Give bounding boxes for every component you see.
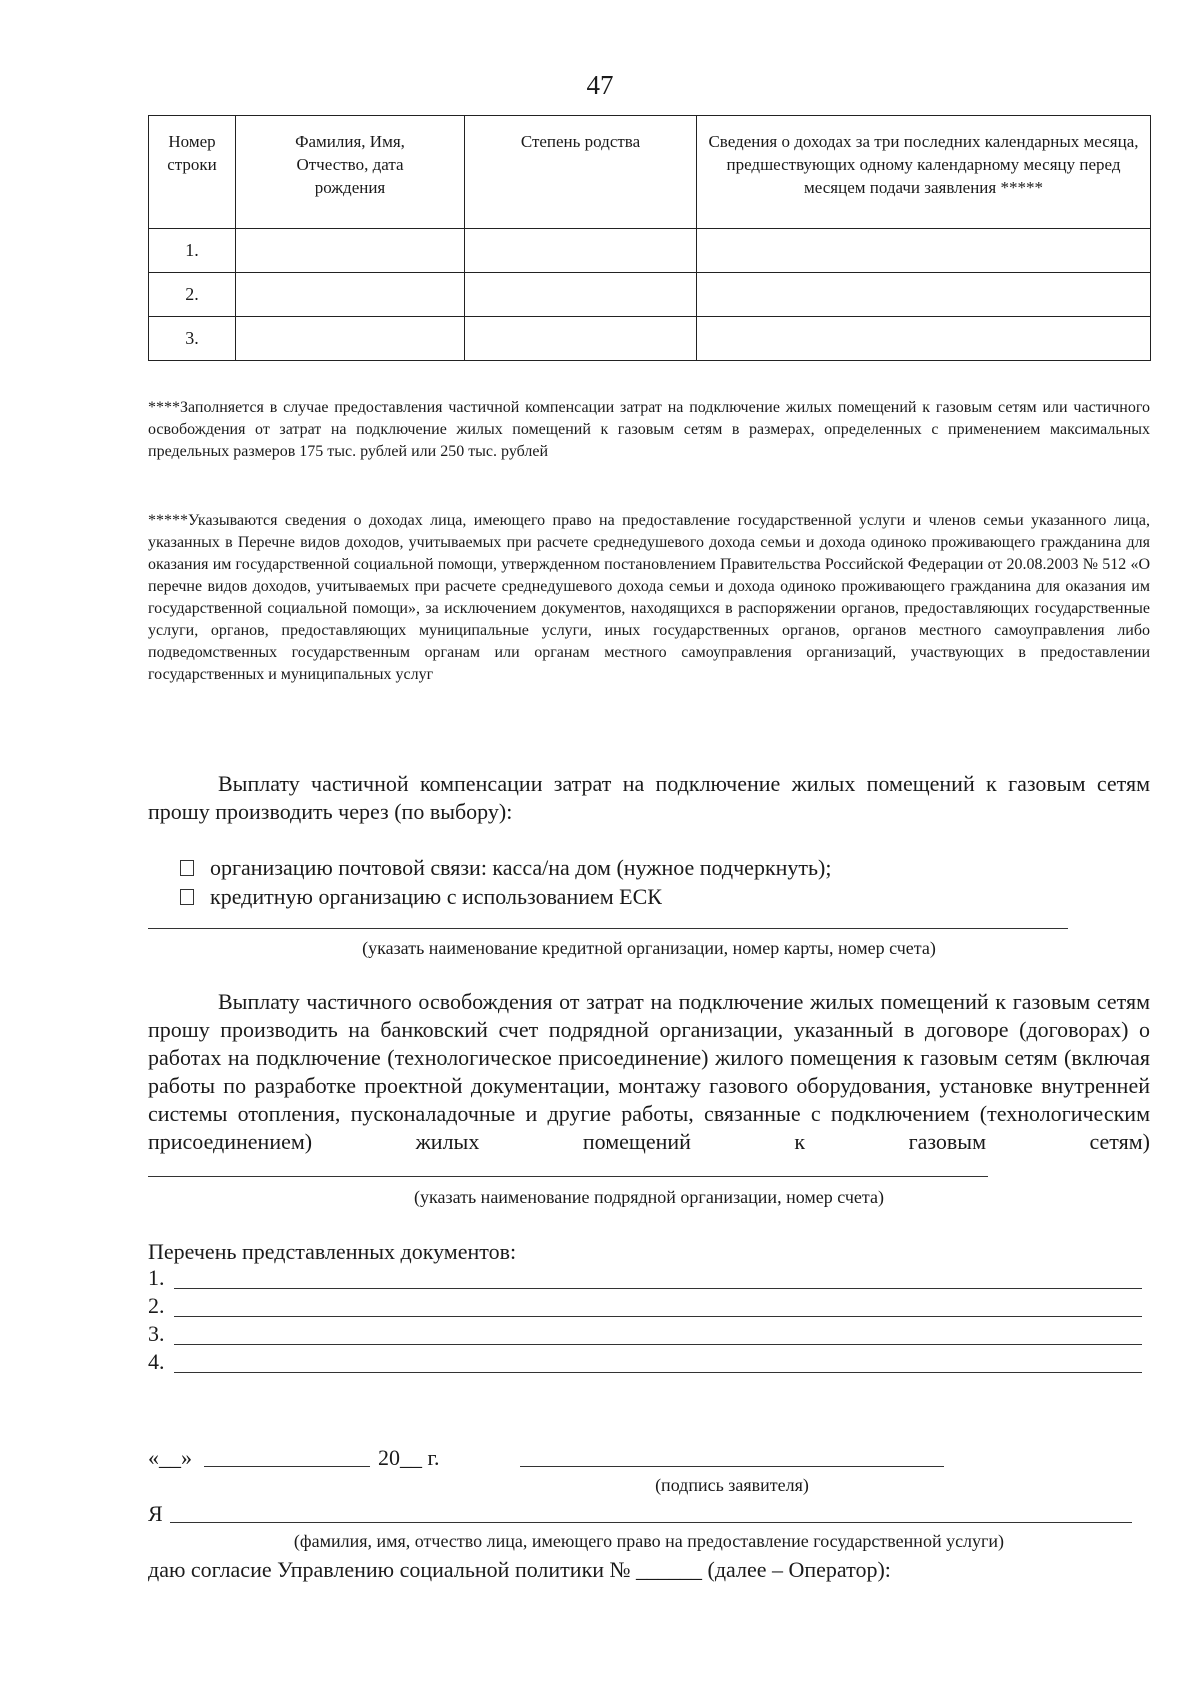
cell-full-name[interactable] xyxy=(236,229,465,273)
header-row-number: Номер строки xyxy=(149,116,236,229)
checkbox-post[interactable] xyxy=(180,860,194,876)
document-line-4[interactable] xyxy=(174,1372,1142,1373)
signature-caption: (подпись заявителя) xyxy=(655,1475,809,1495)
date-year: 20__ г. xyxy=(378,1445,440,1470)
checkbox-bank[interactable] xyxy=(180,889,194,905)
table-row xyxy=(149,317,1151,361)
table-header-row xyxy=(149,116,1151,229)
row-number: 1. xyxy=(149,229,236,273)
cell-full-name[interactable] xyxy=(236,273,465,317)
date-day: «__» xyxy=(148,1445,192,1470)
option-bank-label: кредитную организацию с использованием ЕСК xyxy=(210,884,662,909)
row-number: 3. xyxy=(149,317,236,361)
consent-name-line[interactable] xyxy=(170,1522,1132,1523)
table-row xyxy=(149,273,1151,317)
document-line-2[interactable] xyxy=(174,1316,1142,1317)
consent-prefix: Я xyxy=(148,1501,163,1526)
document-item-number: 2. xyxy=(148,1293,165,1318)
option-post-label: организацию почтовой связи: касса/на дом (нужное подчеркнуть); xyxy=(210,855,832,880)
option-post[interactable] xyxy=(180,854,832,882)
cell-relationship[interactable] xyxy=(465,273,697,317)
exemption-text xyxy=(148,988,1150,1184)
footnote-4: ****Заполняется в случае предоставления частичной компенсации затрат на подключение жилых помещений к газовым сетям или частичного освобождения от затрат на подключение жилых помещений к газовым сетям в размерах, определенных с применением максимальных предельных размеров 175 тыс. рублей или 250 тыс. рублей xyxy=(148,399,1150,460)
consent-text: даю согласие Управлению социальной политики № ______ (далее – Оператор): xyxy=(148,1557,891,1582)
table-row xyxy=(149,229,1151,273)
income-table xyxy=(148,115,1151,361)
option-bank[interactable] xyxy=(180,883,662,911)
header-income-info: Сведения о доходах за три последних календарных месяца, предшествующих одному календарному месяцу перед месяцем подачи заявления ***** xyxy=(697,116,1151,229)
cell-income[interactable] xyxy=(697,229,1151,273)
document-item-number: 3. xyxy=(148,1321,165,1346)
document-item-number: 4. xyxy=(148,1349,165,1374)
cell-full-name[interactable] xyxy=(236,317,465,361)
signature-line[interactable] xyxy=(520,1466,944,1467)
contractor-caption: (указать наименование подрядной организации, номер счета) xyxy=(414,1187,884,1207)
document-line-1[interactable] xyxy=(174,1288,1142,1289)
contractor-line[interactable] xyxy=(148,1156,988,1177)
footnote-5: *****Указываются сведения о доходах лица, имеющего право на предоставление государственной услуги и членов семьи указанного лица, указанных в Перечне видов доходов, учитываемых при расчете среднедушевого дохода семьи и дохода одиноко проживающего гражданина для оказания им государственной социальной помощи, утвержденном постановлением Правительства Российской Федерации от 20.08.2003 № 512 «О перечне видов доходов, учитываемых при расчете среднедушевого дохода семьи и дохода одиноко проживающего гражданина для оказания им государственной социальной помощи», за исключением документов, находящихся в распоряжении органов, предоставляющих государственные услуги, органов, предоставляющих муниципальные услуги, иных государственных органов, органов местного самоуправления либо подведомственных государственным органам или органам местного самоуправления организаций, участвующих в предоставлении государственных и муниципальных услуг xyxy=(148,512,1150,683)
bank-details-caption: (указать наименование кредитной организации, номер карты, номер счета) xyxy=(362,938,936,958)
cell-income[interactable] xyxy=(697,317,1151,361)
documents-title: Перечень представленных документов: xyxy=(148,1239,517,1264)
row-number: 2. xyxy=(149,273,236,317)
exemption-text-content: Выплату частичного освобождения от затрат на подключение жилых помещений к газовым сетям прошу производить на банковский счет подрядной организации, указанный в договоре (договорах) о работах на подключение (технологическое присоединение) жилого помещения к газовым сетям (включая работы по разработке проектной документации, монтажу газового оборудования, установке внутренней системы отопления, пусконаладочные и другие работы, связанные с подключением (технологическим присоединением) жилых помещений к газовым сетям) xyxy=(148,989,1150,1154)
header-relationship: Степень родства xyxy=(465,116,697,229)
payment-intro: Выплату частичной компенсации затрат на подключение жилых помещений к газовым сетям прошу производить через (по выбору): xyxy=(148,771,1150,824)
document-item-number: 1. xyxy=(148,1265,165,1290)
document-line-3[interactable] xyxy=(174,1344,1142,1345)
cell-relationship[interactable] xyxy=(465,317,697,361)
date-month-line[interactable] xyxy=(204,1466,370,1467)
cell-relationship[interactable] xyxy=(465,229,697,273)
bank-details-line[interactable] xyxy=(148,928,1068,929)
cell-income[interactable] xyxy=(697,273,1151,317)
page-number: 47 xyxy=(586,70,614,100)
header-full-name: Фамилия, Имя, Отчество, дата рождения xyxy=(236,116,465,229)
consent-caption: (фамилия, имя, отчество лица, имеющего право на предоставление государственной услуги) xyxy=(293,1531,1005,1551)
